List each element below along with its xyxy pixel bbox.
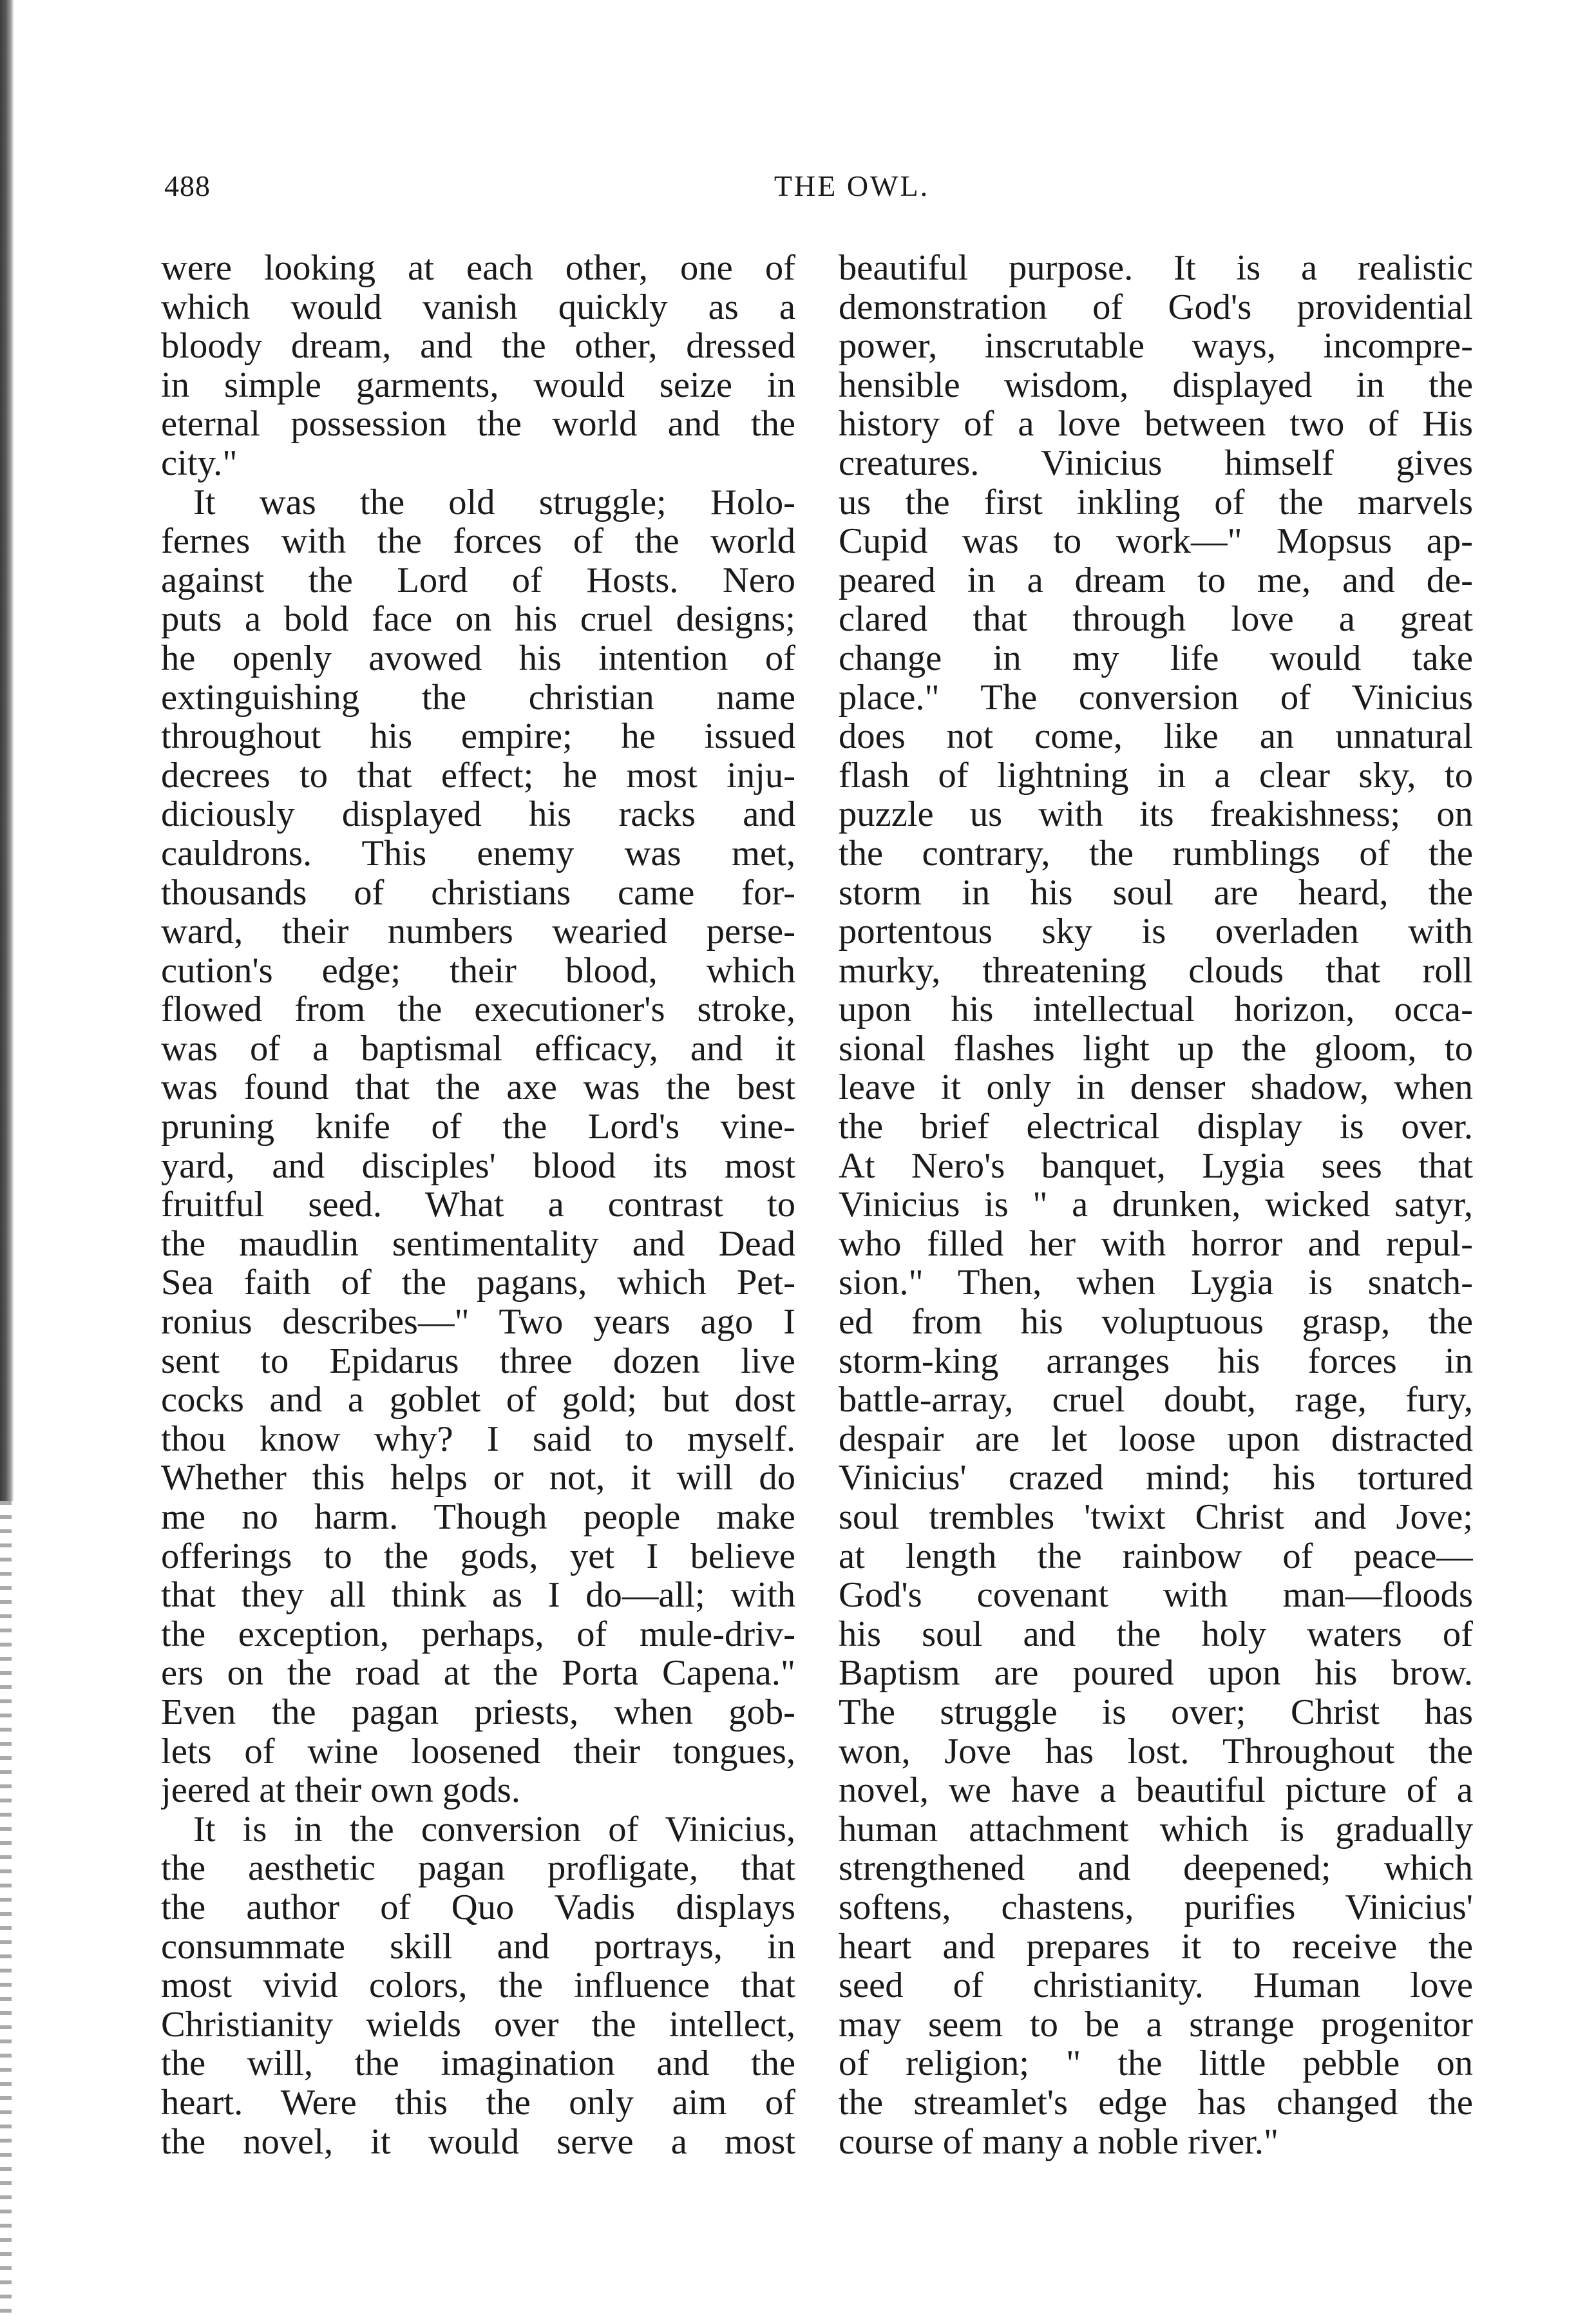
text-line: the exception, perhaps, of mule-driv-	[161, 1614, 795, 1654]
text-line: Vinicius is " a drunken, wicked satyr,	[839, 1185, 1473, 1225]
text-line: offerings to the gods, yet I believe	[161, 1536, 795, 1576]
text-line: cocks and a goblet of gold; but dost	[161, 1380, 795, 1420]
text-line: diciously displayed his racks and	[161, 795, 795, 834]
text-line: place." The conversion of Vinicius	[839, 678, 1473, 718]
text-line: who filled her with horror and repul-	[839, 1224, 1473, 1264]
text-line: thou know why? I said to myself.	[161, 1419, 795, 1459]
text-line: Whether this helps or not, it will do	[161, 1458, 795, 1498]
running-head: THE OWL.	[774, 169, 930, 202]
text-line: Cupid was to work—" Mopsus ap-	[839, 522, 1473, 561]
text-line: softens, chastens, purifies Vinicius'	[839, 1887, 1473, 1927]
text-line: most vivid colors, the influence that	[161, 1966, 795, 2005]
text-line: bloody dream, and the other, dressed	[161, 327, 795, 366]
text-line: flowed from the executioner's stroke,	[161, 990, 795, 1029]
text-line: the will, the imagination and the	[161, 2044, 795, 2083]
text-line: novel, we have a beautiful picture of a	[839, 1771, 1473, 1810]
text-line: The struggle is over; Christ has	[839, 1692, 1473, 1732]
text-line: decrees to that effect; he most inju-	[161, 756, 795, 796]
text-line: yard, and disciples' blood its most	[161, 1146, 795, 1186]
text-line: won, Jove has lost. Throughout the	[839, 1732, 1473, 1772]
text-line: does not come, like an unnatural	[839, 717, 1473, 756]
text-line: was found that the axe was the best	[161, 1068, 795, 1108]
text-line: power, inscrutable ways, incompre-	[839, 327, 1473, 366]
text-line: seed of christianity. Human love	[839, 1966, 1473, 2005]
text-line: leave it only in denser shadow, when	[839, 1068, 1473, 1108]
text-line: Christianity wields over the intellect,	[161, 2005, 795, 2045]
text-line: flash of lightning in a clear sky, to	[839, 756, 1473, 796]
left-column	[161, 249, 795, 2161]
text-line: ers on the road at the Porta Capena."	[161, 1654, 795, 1693]
text-line: which would vanish quickly as a	[161, 287, 795, 327]
text-line: At Nero's banquet, Lygia sees that	[839, 1146, 1473, 1186]
text-line: his soul and the holy waters of	[839, 1614, 1473, 1654]
text-line: soul trembles 'twixt Christ and Jove;	[839, 1498, 1473, 1537]
text-line: despair are let loose upon distracted	[839, 1419, 1473, 1459]
text-line: in simple garments, would seize in	[161, 365, 795, 405]
text-line: change in my life would take	[839, 638, 1473, 678]
text-line: peared in a dream to me, and de-	[839, 560, 1473, 600]
text-line: eternal possession the world and the	[161, 405, 795, 444]
text-line: battle-array, cruel doubt, rage, fury,	[839, 1380, 1473, 1420]
text-line: clared that through love a great	[839, 600, 1473, 639]
text-line: against the Lord of Hosts. Nero	[161, 560, 795, 600]
binding-shadow-lower	[0, 1501, 12, 2319]
binding-shadow	[0, 0, 14, 1501]
text-line: may seem to be a strange progenitor	[839, 2005, 1473, 2045]
text-line: puts a bold face on his cruel designs;	[161, 600, 795, 639]
text-line: the maudlin sentimentality and Dead	[161, 1224, 795, 1264]
text-line: cauldrons. This enemy was met,	[161, 834, 795, 874]
text-line: demonstration of God's providential	[839, 287, 1473, 327]
text-line: course of many a noble river."	[839, 2122, 1279, 2162]
text-line: extinguishing the christian name	[161, 678, 795, 718]
text-line: the novel, it would serve a most	[161, 2122, 795, 2162]
text-line: sional flashes light up the gloom, to	[839, 1029, 1473, 1069]
text-line: portentous sky is overladen with	[839, 912, 1473, 951]
text-line: storm in his soul are heard, the	[839, 873, 1473, 913]
text-line: God's covenant with man—floods	[839, 1576, 1473, 1615]
page-header	[164, 169, 1539, 214]
text-line: heart and prepares it to receive the	[839, 1927, 1473, 1967]
text-line: he openly avowed his intention of	[161, 638, 795, 678]
text-line: jeered at their own gods.	[161, 1771, 520, 1810]
text-line: was of a baptismal efficacy, and it	[161, 1029, 795, 1069]
text-line: at length the rainbow of peace—	[839, 1536, 1473, 1576]
text-line: the contrary, the rumblings of the	[839, 834, 1473, 874]
text-line: strengthened and deepened; which	[839, 1849, 1473, 1888]
text-line: the brief electrical display is over.	[839, 1107, 1473, 1147]
text-line: Even the pagan priests, when gob-	[161, 1692, 795, 1732]
text-line: creatures. Vinicius himself gives	[839, 443, 1473, 483]
text-line: cution's edge; their blood, which	[161, 951, 795, 991]
text-line: It is in the conversion of Vinicius,	[193, 1810, 795, 1849]
text-line: ronius describes—" Two years ago I	[161, 1303, 795, 1342]
text-line: puzzle us with its freakishness; on	[839, 795, 1473, 834]
text-line: that they all think as I do—all; with	[161, 1576, 795, 1615]
right-column	[839, 249, 1473, 2161]
text-line: city."	[161, 443, 238, 483]
text-line: pruning knife of the Lord's vine-	[161, 1107, 795, 1147]
text-line: fruitful seed. What a contrast to	[161, 1185, 795, 1225]
page-number: 488	[164, 169, 211, 202]
text-line: ed from his voluptuous grasp, the	[839, 1303, 1473, 1342]
text-line: the aesthetic pagan profligate, that	[161, 1849, 795, 1888]
text-line: were looking at each other, one of	[161, 249, 795, 288]
text-line: the streamlet's edge has changed the	[839, 2083, 1473, 2123]
text-line: the author of Quo Vadis displays	[161, 1887, 795, 1927]
text-line: upon his intellectual horizon, occa-	[839, 990, 1473, 1029]
text-line: consummate skill and portrays, in	[161, 1927, 795, 1967]
text-line: ward, their numbers wearied perse-	[161, 912, 795, 951]
text-line: heart. Were this the only aim of	[161, 2083, 795, 2123]
text-line: murky, threatening clouds that roll	[839, 951, 1473, 991]
text-line: human attachment which is gradually	[839, 1810, 1473, 1849]
text-line: thousands of christians came for-	[161, 873, 795, 913]
text-line: Baptism are poured upon his brow.	[839, 1654, 1473, 1693]
text-line: lets of wine loosened their tongues,	[161, 1732, 795, 1772]
text-line: us the first inkling of the marvels	[839, 482, 1473, 522]
text-line: It was the old struggle; Holo-	[193, 482, 795, 522]
text-line: storm-king arranges his forces in	[839, 1341, 1473, 1381]
text-line: Vinicius' crazed mind; his tortured	[839, 1458, 1473, 1498]
text-line: Sea faith of the pagans, which Pet-	[161, 1263, 795, 1303]
text-line: of religion; " the little pebble on	[839, 2044, 1473, 2083]
text-line: sent to Epidarus three dozen live	[161, 1341, 795, 1381]
text-line: sion." Then, when Lygia is snatch-	[839, 1263, 1473, 1303]
text-line: hensible wisdom, displayed in the	[839, 365, 1473, 405]
text-line: beautiful purpose. It is a realistic	[839, 249, 1473, 288]
text-line: fernes with the forces of the world	[161, 522, 795, 561]
text-line: throughout his empire; he issued	[161, 717, 795, 756]
text-line: me no harm. Though people make	[161, 1498, 795, 1537]
text-line: history of a love between two of His	[839, 405, 1473, 444]
